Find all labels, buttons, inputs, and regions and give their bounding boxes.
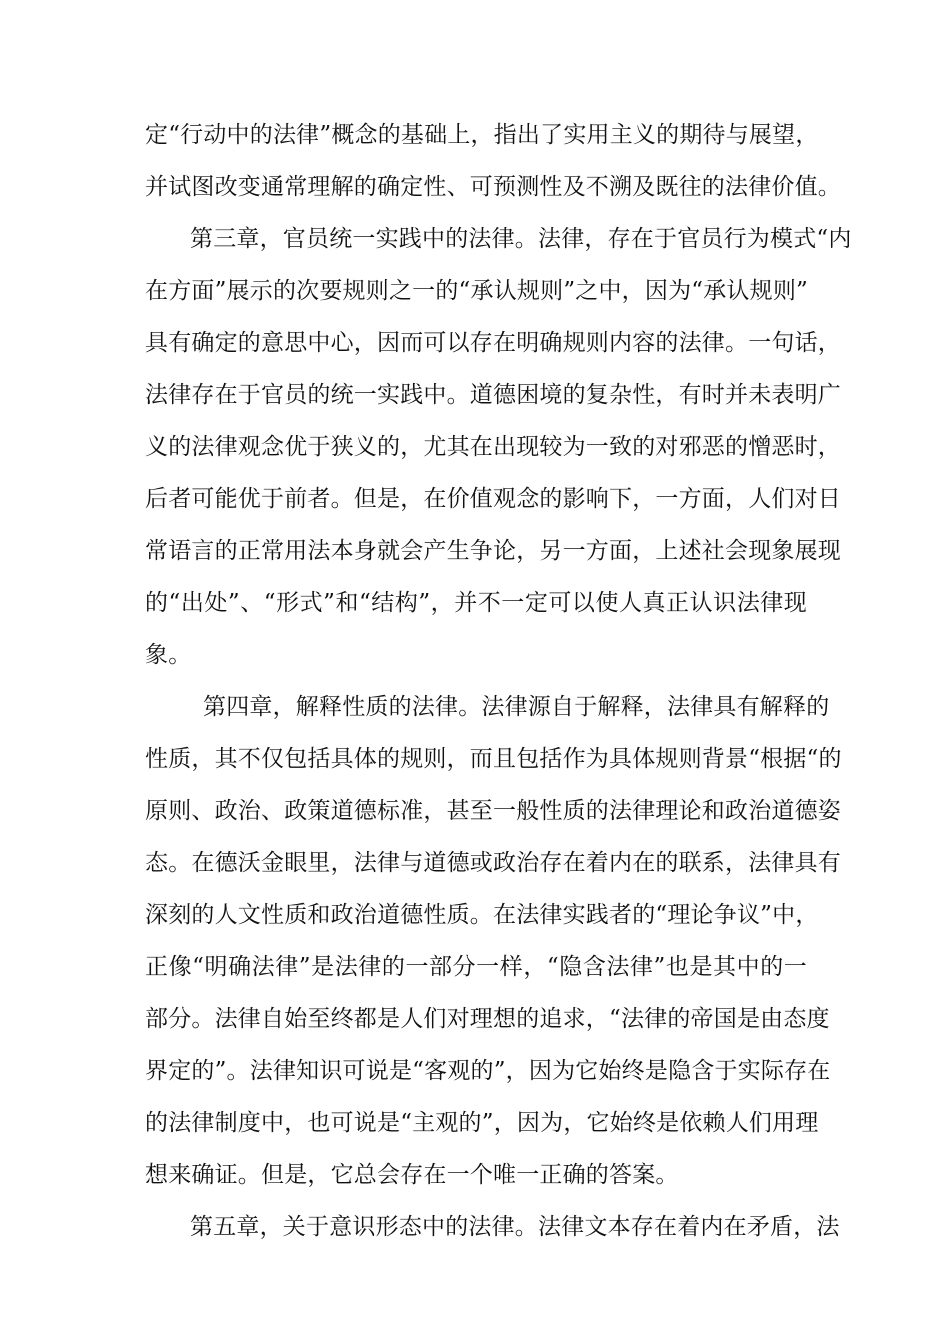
text-line-18: 部分。法律自始至终都是人们对理想的追求，“法律的帝国是由态度 (145, 1006, 830, 1032)
text-line-16: 深刻的人文性质和政治道德性质。在法律实践者的“理论争议”中， (145, 902, 819, 928)
text-line-5: 具有确定的意思中心，因而可以存在明确规则内容的法律。一句话， (145, 330, 841, 356)
text-line-4: 在方面”展示的次要规则之一的“承认规则”之中，因为“承认规则” (145, 278, 808, 304)
text-line-15: 态。在德沃金眼里，法律与道德或政治存在着内在的联系，法律具有 (145, 850, 841, 876)
chapter-3-first-line: 第三章，官员统一实践中的法律。法律，存在于官员行为模式“内 (190, 226, 852, 252)
text-line-14: 原则、政治、政策道德标准，甚至一般性质的法律理论和政治道德姿 (145, 798, 841, 824)
text-line-21: 想来确证。但是，它总会存在一个唯一正确的答案。 (145, 1162, 679, 1188)
text-line-20: 的法律制度中，也可说是“主观的”，因为，它始终是依赖人们用理 (145, 1110, 819, 1136)
text-line-10: 的“出处”、“形式”和“结构”，并不一定可以使人真正认识法律现 (145, 590, 807, 616)
text-line-19: 界定的”。法律知识可说是“客观的”，因为它始终是隐含于实际存在 (145, 1058, 831, 1084)
text-line-13: 性质，其不仅包括具体的规则，而且包括作为具体规则背景“根据“的 (145, 746, 842, 772)
text-line-2: 并试图改变通常理解的确定性、可预测性及不溯及既往的法律价值。 (145, 174, 841, 200)
text-line-1: 定“行动中的法律”概念的基础上，指出了实用主义的期待与展望， (145, 122, 819, 148)
text-line-8: 后者可能优于前者。但是，在价值观念的影响下，一方面，人们对日 (145, 486, 841, 512)
chapter-5-first-line: 第五章，关于意识形态中的法律。法律文本存在着内在矛盾，法 (190, 1214, 840, 1240)
chapter-4-first-line: 第四章，解释性质的法律。法律源自于解释，法律具有解释的 (203, 694, 830, 720)
text-line-17: 正像“明确法律”是法律的一部分一样，“隐含法律”也是其中的一 (145, 954, 807, 980)
text-line-6: 法律存在于官员的统一实践中。道德困境的复杂性，有时并未表明广 (145, 382, 841, 408)
text-line-7: 义的法律观念优于狭义的，尤其在出现较为一致的对邪恶的憎恶时， (145, 434, 841, 460)
text-line-11: 象。 (145, 642, 192, 668)
text-line-9: 常语言的正常用法本身就会产生争论，另一方面，上述社会现象展现 (145, 538, 841, 564)
